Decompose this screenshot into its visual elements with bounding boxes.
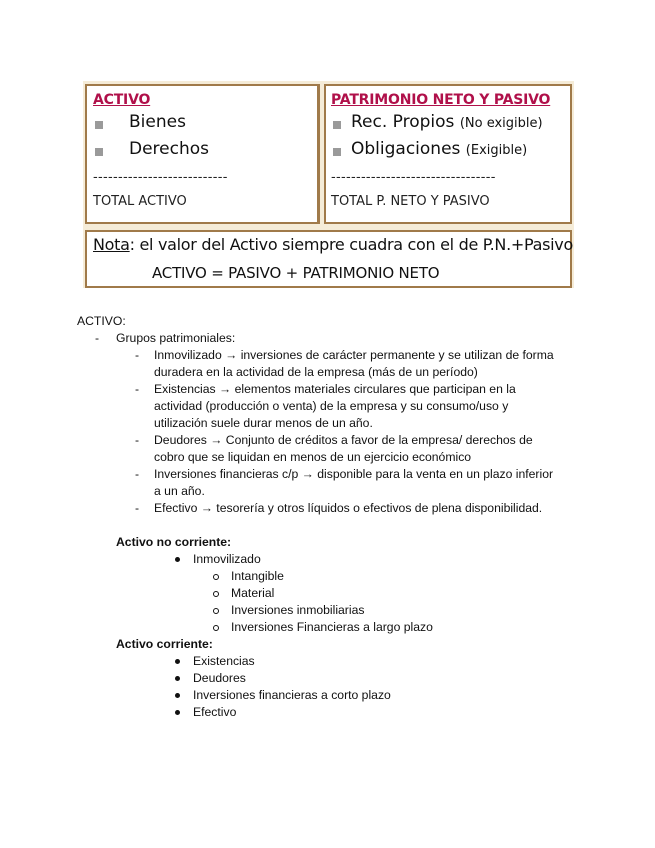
pasivo-box xyxy=(324,84,572,224)
activo-item-derechos: Derechos xyxy=(129,139,210,159)
dash-marker: - xyxy=(135,501,140,515)
no-corriente-sub-item: Intangible xyxy=(231,569,284,583)
dash-marker: - xyxy=(95,331,100,345)
note-box xyxy=(85,230,572,288)
bullet-icon xyxy=(175,676,180,681)
pasivo-total: TOTAL P. NETO Y PASIVO xyxy=(331,194,490,209)
no-corriente-item: Inmovilizado xyxy=(193,552,261,566)
circle-bullet-icon xyxy=(213,591,219,597)
corriente-title: Activo corriente: xyxy=(116,637,213,651)
group-item-line: Inversiones financieras c/p → disponible para la venta en un plazo inferior xyxy=(154,467,554,481)
group-item-line: Inmovilizado → inversiones de carácter permanente y se utilizan de forma xyxy=(154,348,554,362)
circle-bullet-icon xyxy=(213,574,219,580)
corriente-item: Deudores xyxy=(193,671,246,685)
no-corriente-sub-item: Material xyxy=(231,586,275,600)
activo-box xyxy=(85,84,320,224)
group-item-line: cobro que se liquidan en menos de un ejercicio económico xyxy=(154,450,472,464)
group-item-line: utilización suele durar menos de un año. xyxy=(154,416,373,430)
corriente-item: Inversiones financieras a corto plazo xyxy=(193,688,391,702)
circle-bullet-icon xyxy=(213,608,219,614)
dash-marker: - xyxy=(135,348,140,362)
bullet-icon xyxy=(175,659,180,664)
note-line xyxy=(93,235,573,254)
bullet-icon xyxy=(175,710,180,715)
activo-total: TOTAL ACTIVO xyxy=(93,194,187,209)
note-label: Nota xyxy=(93,235,130,254)
circle-bullet-icon xyxy=(213,625,219,631)
group-item-line: Existencias → elementos materiales circulares que participan en la xyxy=(154,382,516,396)
dash-marker: - xyxy=(135,433,140,447)
accounting-formula: ACTIVO = PASIVO + PATRIMONIO NETO xyxy=(152,264,440,282)
square-bullet-icon xyxy=(333,148,341,156)
section-heading: ACTIVO: xyxy=(77,314,126,328)
activo-header: ACTIVO xyxy=(93,92,151,108)
activo-separator: --------------------------- xyxy=(93,170,228,185)
pasivo-item-note: (No exigible) xyxy=(459,116,543,131)
dash-marker: - xyxy=(135,467,140,481)
pasivo-item-label: Obligaciones xyxy=(351,139,461,159)
bullet-icon xyxy=(175,693,180,698)
corriente-item: Efectivo xyxy=(193,705,237,719)
pasivo-header: PATRIMONIO NETO Y PASIVO xyxy=(331,92,551,108)
pasivo-item-propios xyxy=(351,112,543,132)
square-bullet-icon xyxy=(333,121,341,129)
group-item-line: a un año. xyxy=(154,484,205,498)
balance-sheet-figure xyxy=(83,81,574,288)
activo-item-bienes: Bienes xyxy=(129,112,186,132)
no-corriente-sub-item: Inversiones Financieras a largo plazo xyxy=(231,620,433,634)
group-item-line: Deudores → Conjunto de créditos a favor de la empresa/ derechos de xyxy=(154,433,533,447)
pasivo-separator: --------------------------------- xyxy=(331,170,496,185)
no-corriente-sub-item: Inversiones inmobiliarias xyxy=(231,603,365,617)
group-item-line: duradera en la actividad de la empresa (más de un período) xyxy=(154,365,478,379)
pasivo-item-obligaciones xyxy=(351,139,527,159)
note-text: : el valor del Activo siempre cuadra con el de P.N.+Pasivo xyxy=(129,235,573,254)
group-title: Grupos patrimoniales: xyxy=(116,331,236,345)
no-corriente-title: Activo no corriente: xyxy=(116,535,232,549)
square-bullet-icon xyxy=(95,121,103,129)
pasivo-item-note: (Exigible) xyxy=(465,143,528,158)
bullet-icon xyxy=(175,557,180,562)
corriente-item: Existencias xyxy=(193,654,255,668)
square-bullet-icon xyxy=(95,148,103,156)
pasivo-item-label: Rec. Propios xyxy=(351,112,455,132)
group-item-line: Efectivo → tesorería y otros líquidos o efectivos de plena disponibilidad. xyxy=(154,501,543,515)
dash-marker: - xyxy=(135,382,140,396)
group-item-line: actividad (producción o venta) de la empresa y su consumo/uso y xyxy=(154,399,509,413)
